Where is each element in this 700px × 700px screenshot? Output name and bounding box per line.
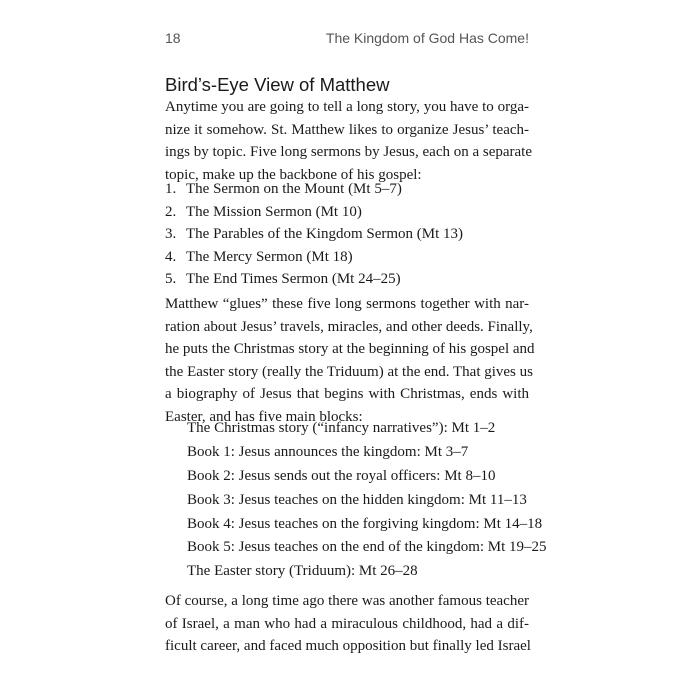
list-item [165, 246, 529, 269]
running-title: The Kingdom of God Has Come! [325, 30, 529, 46]
running-header [165, 30, 529, 50]
block-item: Book 3: Jesus teaches on the hidden kingdom: Mt 11–13 [187, 491, 527, 508]
block-item: Book 1: Jesus announces the kingdom: Mt 3–7 [187, 443, 469, 460]
middle-line: the Easter story (really the Triduum) at the end. That gives us [165, 363, 533, 380]
list-number: 3. [165, 226, 177, 243]
closing-line: of Israel, a man who had a miraculous childhood, had a dif- [165, 615, 529, 632]
middle-line: Matthew “glues” these five long sermons together with nar- [165, 296, 529, 312]
list-number: 1. [165, 181, 177, 197]
block-list [187, 417, 547, 584]
block-item: Book 4: Jesus teaches on the forgiving kingdom: Mt 14–18 [187, 515, 543, 532]
intro-line: ings by topic. Five long sermons by Jesus, each on a separate [165, 144, 533, 161]
page-number: 18 [165, 30, 181, 46]
list-item [165, 268, 529, 291]
list-text: The Parables of the Kingdom Sermon (Mt 13) [186, 226, 464, 243]
list-item [165, 201, 529, 224]
middle-line: a biography of Jesus that begins with Christmas, ends with [165, 386, 529, 403]
block-item: The Christmas story (“infancy narratives”): Mt 1–2 [187, 420, 496, 436]
intro-line: Anytime you are going to tell a long story, you have to orga- [165, 99, 529, 115]
list-item [165, 178, 529, 201]
middle-line: he puts the Christmas story at the beginning of his gospel and [165, 341, 535, 358]
block-item: Book 2: Jesus sends out the royal officers: Mt 8–10 [187, 467, 496, 484]
list-text: The End Times Sermon (Mt 24–25) [186, 271, 401, 288]
sermon-list [165, 178, 529, 291]
intro-line: topic, make up the backbone of his gospel: [165, 166, 422, 183]
list-number: 5. [165, 271, 177, 288]
list-number: 4. [165, 248, 177, 265]
closing-line: Of course, a long time ago there was another famous teacher [165, 593, 529, 609]
closing-paragraph [165, 590, 529, 658]
block-item: Book 5: Jesus teaches on the end of the kingdom: Mt 19–25 [187, 539, 547, 556]
section-title: Bird’s-Eye View of Matthew [165, 74, 390, 95]
list-number: 2. [165, 203, 177, 220]
list-text: The Mercy Sermon (Mt 18) [186, 248, 353, 265]
intro-line: nize it somehow. St. Matthew likes to organize Jesus’ teach- [165, 121, 529, 138]
closing-line: ficult career, and faced much opposition but finally led Israel [165, 638, 531, 655]
list-text: The Sermon on the Mount (Mt 5–7) [186, 181, 402, 197]
middle-line: ration about Jesus’ travels, miracles, and other deeds. Finally, [165, 318, 533, 335]
middle-line: Easter, and has five main blocks: [165, 408, 363, 425]
list-text: The Mission Sermon (Mt 10) [186, 203, 362, 220]
list-item [165, 223, 529, 246]
intro-paragraph [165, 96, 533, 186]
block-item: The Easter story (Triduum): Mt 26–28 [187, 563, 418, 580]
middle-paragraph [165, 293, 535, 429]
